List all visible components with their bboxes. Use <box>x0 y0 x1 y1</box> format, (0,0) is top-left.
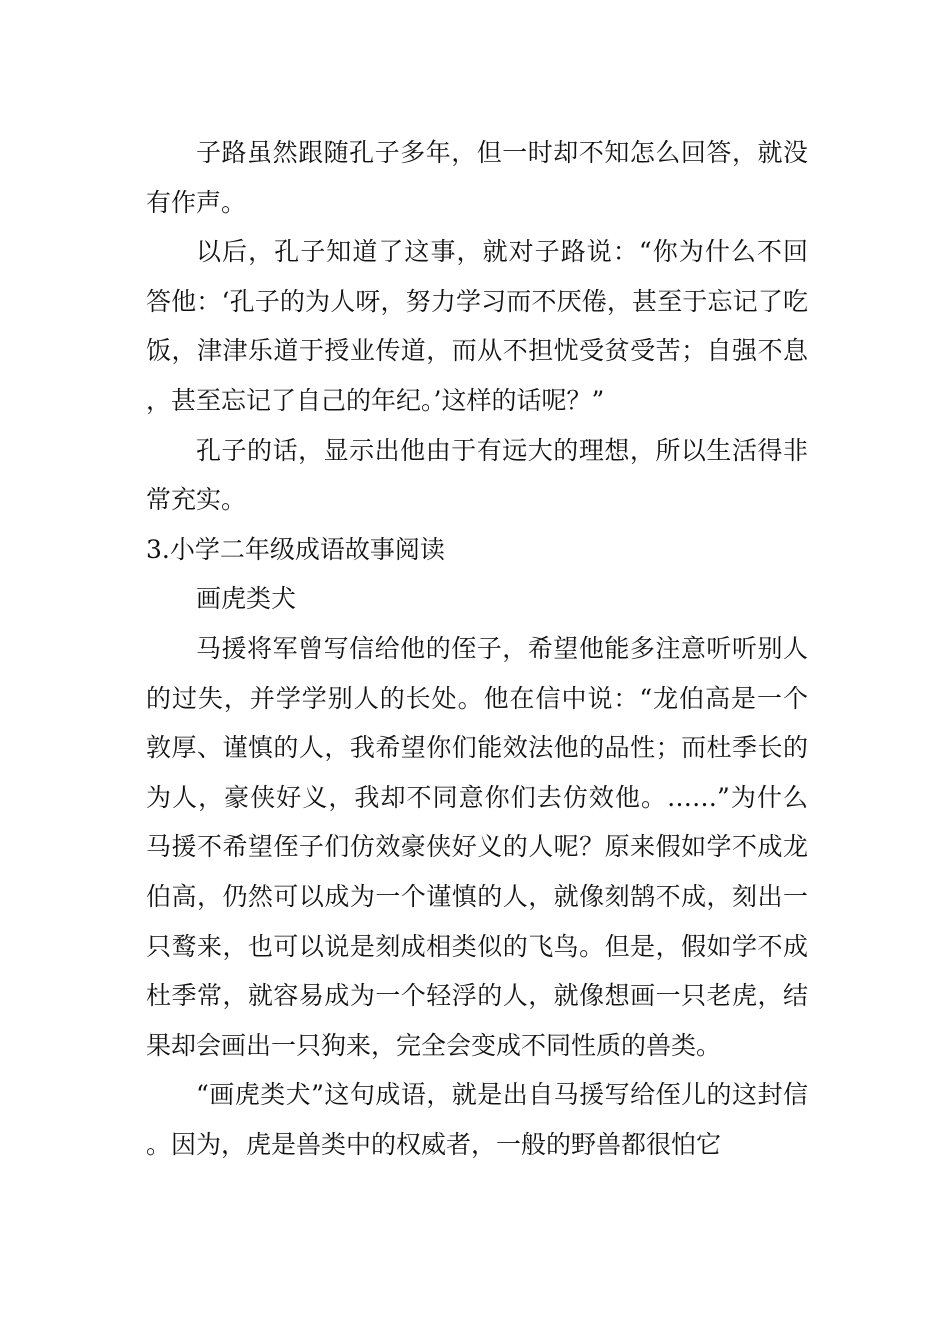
paragraph-idiom-origin: “画虎类犬”这句成语，就是出自马援写给侄儿的这封信。因为，虎是兽类中的权威者，一般的野兽都很怕它 <box>146 1080 808 1159</box>
paragraph-zilu-silent: 子路虽然跟随孔子多年，但一时却不知怎么回答，就没有作声。 <box>146 138 808 217</box>
paragraph-confucius-reply: 以后，孔子知道了这事，就对子路说：“你为什么不回答他：‘孔子的为人呀，努力学习而不厌倦，甚至于忘记了吃饭，津津乐道于授业传道，而从不担忧受贫受苦；自强不息，甚至忘记了自己的年纪。’这样的话呢？” <box>146 237 808 415</box>
paragraph-ma-yuan-letter: 马援将军曾写信给他的侄子，希望他能多注意听听别人的过失，并学学别人的长处。他在信中说：“龙伯高是一个敦厚、谨慎的人，我希望你们能效法他的品性；而杜季长的为人，豪侠好义，我却不同意你们去仿效他。……”为什么马援不希望侄子们仿效豪侠好义的人呢？原来假如学不成龙伯高，仍然可以成为一个谨慎的人，就像刻鹄不成，刻出一只鹜来，也可以说是刻成相类似的飞鸟。但是，假如学不成杜季常，就容易成为一个轻浮的人，就像想画一只老虎，结果却会画出一只狗来，完全会变成不同性质的兽类。 <box>146 633 808 1060</box>
section-heading: 3.小学二年级成语故事阅读 <box>146 534 445 564</box>
story-title: 画虎类犬 <box>196 584 297 614</box>
document-page <box>146 128 808 1169</box>
paragraph-confucius-ideal: 孔子的话，显示出他由于有远大的理想，所以生活得非常充实。 <box>146 435 808 515</box>
